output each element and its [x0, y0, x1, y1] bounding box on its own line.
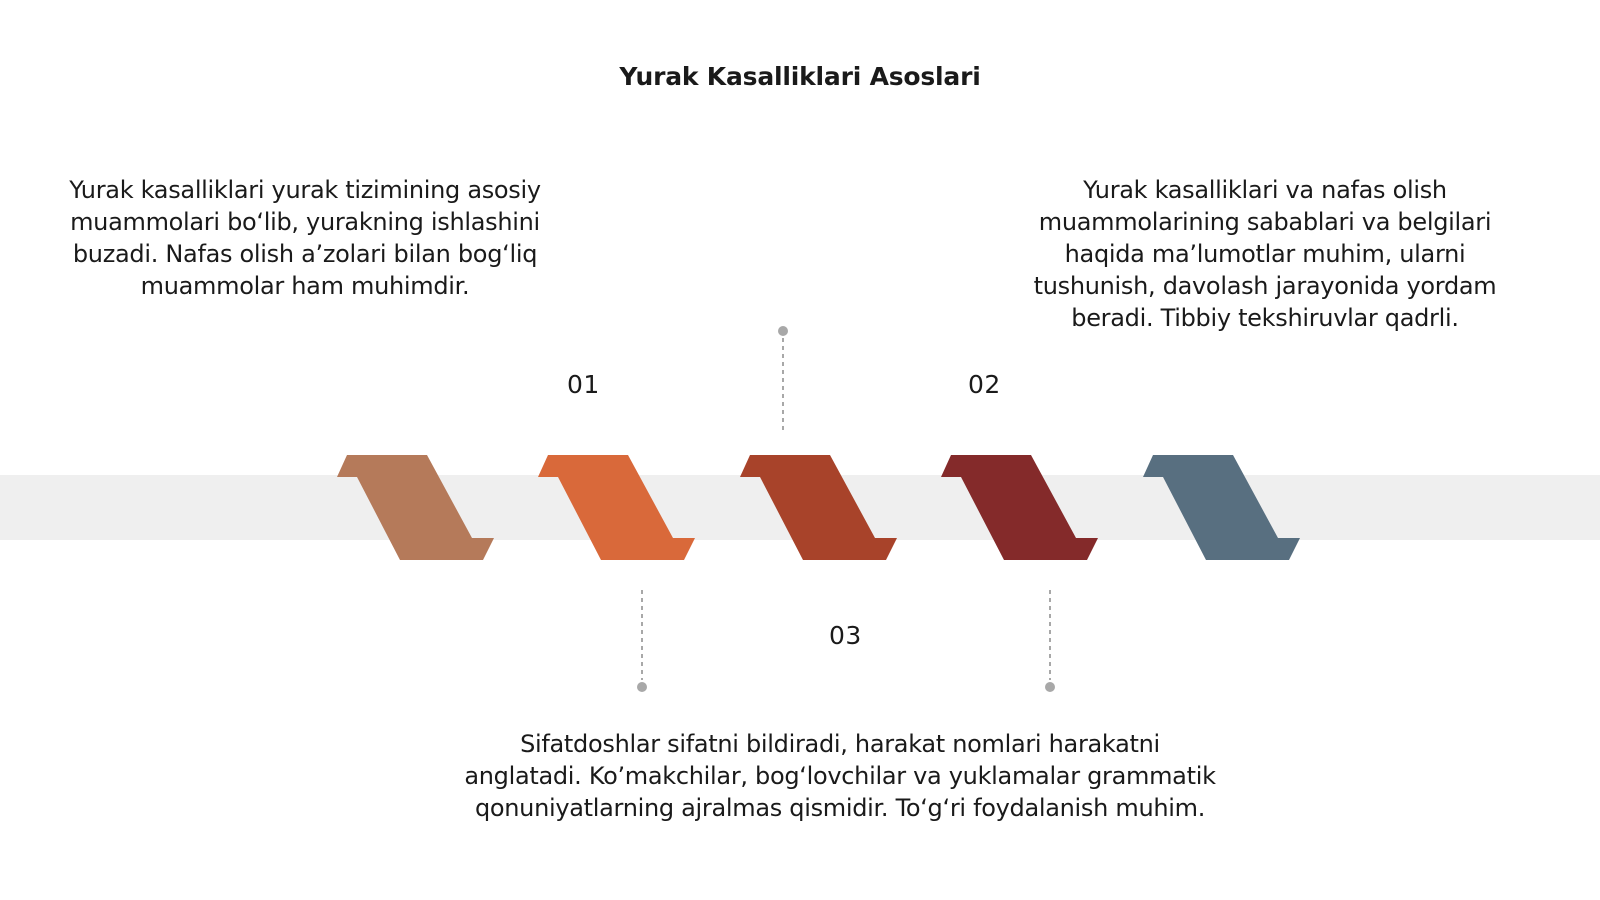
- step-03-description: Sifatdoshlar sifatni bildiradi, harakat nomlari harakatni anglatadi. Ko’makchilar, bog‘lovchilar va yuklamalar grammatik qonuniyatlarning ajralmas qismidir. To‘g‘ri foydalanish muhim.: [464, 730, 1216, 822]
- step-number-03: 03: [829, 621, 862, 650]
- step-02-description: Yurak kasalliklari va nafas olish muammolarining sabablari va belgilari haqida ma’lumotlar muhim, ularni tushunish, davolash jarayonida yordam beradi. Tibbiy tekshiruvlar qadrli.: [1033, 176, 1497, 332]
- connector-dot-left: [637, 682, 647, 692]
- step-01-description: Yurak kasalliklari yurak tizimining asosiy muammolari bo‘lib, yurakning ishlashini buzadi. Nafas olish a’zolari bilan bog‘liq muammolar ham muhimdir.: [69, 176, 541, 300]
- step-number-01: 01: [567, 370, 600, 399]
- connector-dot-center: [778, 326, 788, 336]
- step-number-02: 02: [968, 370, 1001, 399]
- arrow-shape-4: [941, 455, 1098, 560]
- arrow-shape-2: [538, 455, 695, 560]
- arrow-shape-5: [1143, 455, 1300, 560]
- page-title: Yurak Kasalliklari Asoslari: [619, 62, 981, 91]
- arrow-shape-3: [740, 455, 897, 560]
- connector-dot-right: [1045, 682, 1055, 692]
- arrow-shape-1: [337, 455, 494, 560]
